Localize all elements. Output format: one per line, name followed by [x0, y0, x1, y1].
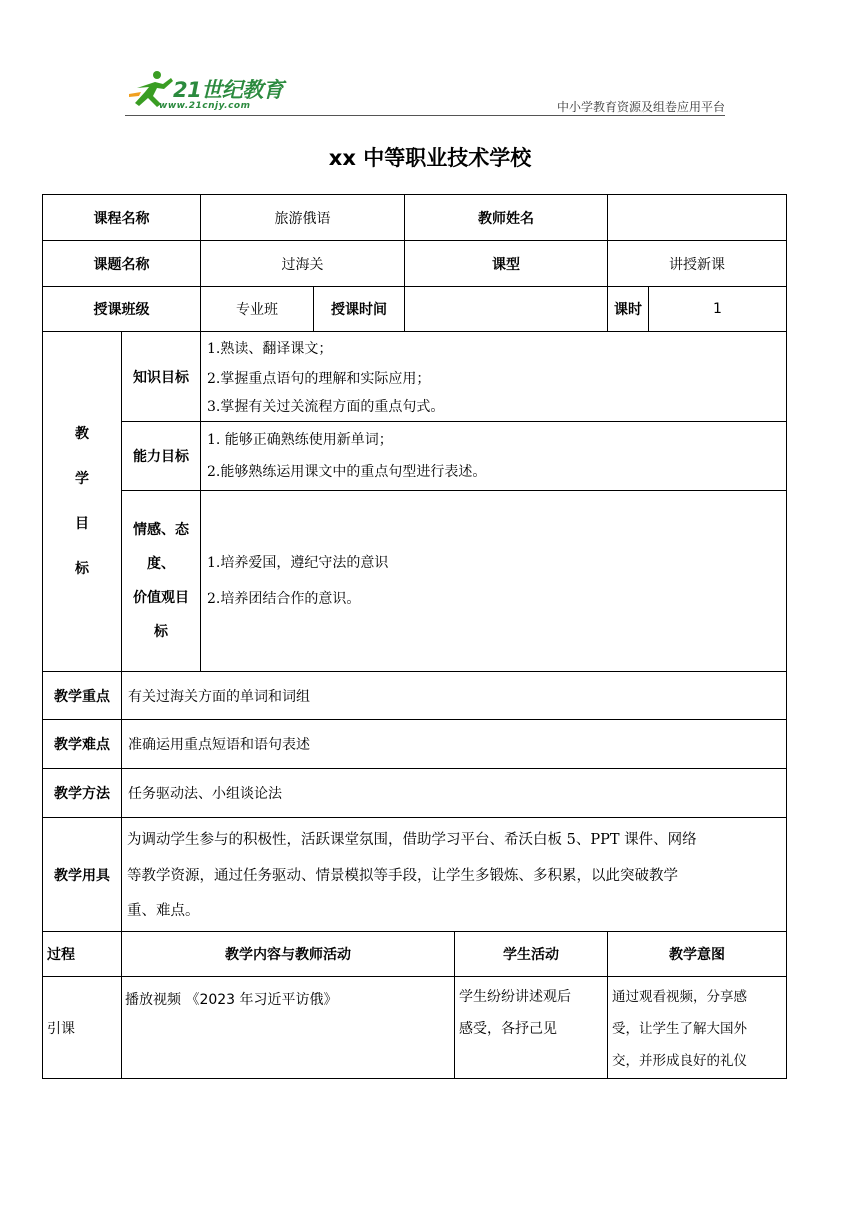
ability-goal-row — [43, 422, 787, 491]
process-header-intent: 教学意图 — [608, 932, 787, 977]
header-divider — [125, 115, 725, 116]
hours-label: 课时 — [608, 287, 649, 332]
affect-goal-content: 1.培养爱国，遵纪守法的意识 2.培养团结合作的意识。 — [201, 491, 787, 672]
info-row-2 — [43, 241, 787, 287]
ability-goal-label: 能力目标 — [122, 422, 201, 491]
time-label: 授课时间 — [314, 287, 405, 332]
difficulty-row — [43, 720, 787, 769]
logo — [125, 68, 295, 114]
info-row-1 — [43, 195, 787, 241]
logo-text: 21世纪教育 — [173, 78, 284, 102]
class-value: 专业班 — [201, 287, 314, 332]
key-point-row — [43, 672, 787, 720]
page-header — [125, 68, 725, 118]
tools-label: 教学用具 — [43, 818, 122, 932]
process-intent: 通过观看视频，分享感 受，让学生了解大国外 交，并形成良好的礼仪 — [608, 977, 787, 1079]
type-value: 讲授新课 — [608, 241, 787, 287]
class-label: 授课班级 — [43, 287, 201, 332]
process-student-activity: 学生纷纷讲述观后 感受，各抒己见 — [455, 977, 608, 1079]
platform-name: 中小学教育资源及组卷应用平台 — [556, 100, 725, 114]
affect-goal-label: 情感、态 度、 价值观目 标 — [122, 491, 201, 672]
method-value: 任务驱动法、小组谈论法 — [122, 769, 787, 818]
knowledge-goal-label: 知识目标 — [122, 332, 201, 422]
difficulty-label: 教学难点 — [43, 720, 122, 769]
tools-value: 为调动学生参与的积极性，活跃课堂氛围，借助学习平台、希沃白板 5、PPT 课件、网络 等教学资源，通过任务驱动、情景模拟等手段，让学生多锻炼、多积累，以此突破教学 重、难点。 — [122, 818, 787, 932]
process-stage: 引课 — [43, 977, 122, 1079]
process-header-row — [43, 932, 787, 977]
teaching-goals-label: 教 学 目 标 — [43, 332, 122, 672]
knowledge-goal-row — [43, 332, 787, 422]
topic-label: 课题名称 — [43, 241, 201, 287]
teacher-value — [608, 195, 787, 241]
key-point-value: 有关过海关方面的单词和词组 — [122, 672, 787, 720]
method-row — [43, 769, 787, 818]
course-name-value: 旅游俄语 — [201, 195, 405, 241]
page-title: xx 中等职业技术学校 — [328, 146, 532, 170]
lesson-plan-table — [42, 194, 787, 1079]
logo-url: www.21cnjy.com — [159, 101, 251, 111]
process-header-student: 学生活动 — [455, 932, 608, 977]
course-name-label: 课程名称 — [43, 195, 201, 241]
key-point-label: 教学重点 — [43, 672, 122, 720]
process-header-stage: 过程 — [43, 932, 122, 977]
teacher-label: 教师姓名 — [405, 195, 608, 241]
hours-value: 1 — [649, 287, 787, 332]
process-header-content: 教学内容与教师活动 — [122, 932, 455, 977]
type-label: 课型 — [405, 241, 608, 287]
method-label: 教学方法 — [43, 769, 122, 818]
tools-row — [43, 818, 787, 932]
ability-goal-content: 1. 能够正确熟练使用新单词； 2.能够熟练运用课文中的重点句型进行表述。 — [201, 422, 787, 491]
info-row-3 — [43, 287, 787, 332]
topic-value: 过海关 — [201, 241, 405, 287]
difficulty-value: 准确运用重点短语和语句表述 — [122, 720, 787, 769]
affect-goal-row — [43, 491, 787, 672]
process-content: 播放视频 《2023 年习近平访俄》 — [122, 977, 455, 1079]
time-value — [405, 287, 608, 332]
process-row — [43, 977, 787, 1079]
knowledge-goal-content: 1.熟读、翻译课文； 2.掌握重点语句的理解和实际应用； 3.掌握有关过关流程方面的重点句式。 — [201, 332, 787, 422]
